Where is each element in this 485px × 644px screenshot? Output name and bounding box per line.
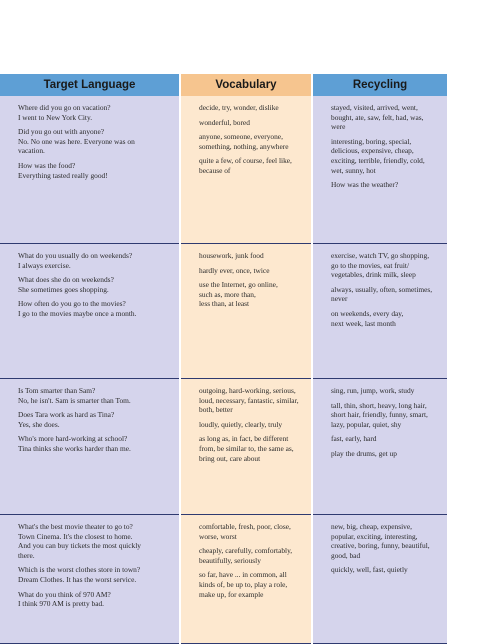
cell-line: as long as, in fact, be different xyxy=(199,434,289,444)
cell-line: loudly, quietly, clearly, truly xyxy=(199,419,283,429)
cell-line: How often do you go to the movies? xyxy=(18,299,126,309)
cell-line: decide, try, wonder, dislike xyxy=(199,103,279,112)
cell-paragraph xyxy=(199,118,305,128)
cell-line: popular, exciting, interesting, xyxy=(331,531,418,541)
table-row xyxy=(0,96,447,244)
cell-paragraph xyxy=(331,449,441,459)
cell-line: so far, have ... in common, all xyxy=(199,570,287,580)
cell-line: exciting, terrible, friendly, cold, xyxy=(331,155,425,165)
cell-line: there. xyxy=(18,550,35,560)
cell-line: beautifully, seriously xyxy=(199,555,261,565)
target-language-cell xyxy=(0,96,180,244)
cell-line: Who's more hard-working at school? xyxy=(18,434,128,444)
cell-paragraph xyxy=(18,299,173,318)
cell-paragraph xyxy=(331,434,441,444)
cell-paragraph xyxy=(331,386,441,396)
cell-line: Tina thinks she works harder than me. xyxy=(18,443,131,453)
cell-line: next week, last month xyxy=(331,318,396,328)
cell-line: interesting, boring, special, xyxy=(331,136,412,146)
cell-line: Does Tara work as hard as Tina? xyxy=(18,410,115,420)
cell-line: housework, junk food xyxy=(199,251,264,260)
cell-line: because of xyxy=(199,165,231,175)
vocabulary-cell xyxy=(180,96,312,244)
cell-line: kinds of, be up to, play a role, xyxy=(199,579,288,589)
cell-line: stayed, visited, arrived, went, xyxy=(331,103,418,112)
cell-line: And you can buy tickets the most quickly xyxy=(18,541,141,551)
cell-paragraph xyxy=(18,565,173,584)
cell-paragraph xyxy=(18,251,173,270)
cell-line: play the drums, get up xyxy=(331,448,397,458)
cell-line: bring out, care about xyxy=(199,453,261,463)
cell-paragraph xyxy=(199,386,305,415)
cell-paragraph xyxy=(331,180,441,190)
cell-line: comfortable, fresh, poor, close, xyxy=(199,522,291,531)
cell-line: less than, at least xyxy=(199,299,250,309)
cell-line: How was the food? xyxy=(18,160,76,170)
cell-line: She sometimes goes shopping. xyxy=(18,284,109,294)
cell-line: bought, ate, saw, felt, had, was, xyxy=(331,112,424,122)
header-recycling: Recycling xyxy=(312,74,447,96)
cell-line: always, usually, often, sometimes, xyxy=(331,284,433,294)
cell-paragraph xyxy=(18,386,173,405)
header-target-language: Target Language xyxy=(0,74,180,96)
cell-line: anyone, someone, everyone, xyxy=(199,132,283,142)
cell-line: wonderful, bored xyxy=(199,117,250,127)
cell-line: hardly ever, once, twice xyxy=(199,265,270,275)
header-row xyxy=(0,74,447,96)
cell-line: No. No one was here. Everyone was on xyxy=(18,136,135,146)
cell-line: vacation. xyxy=(18,146,45,156)
cell-line: Which is the worst clothes store in town? xyxy=(18,565,141,575)
cell-line: worse, worst xyxy=(199,531,237,541)
cell-paragraph xyxy=(199,156,305,175)
cell-paragraph xyxy=(199,103,305,113)
cell-line: wet, sunny, hot xyxy=(331,165,376,175)
cell-paragraph xyxy=(331,103,441,132)
cell-line: I go to the movies maybe once a month. xyxy=(18,308,137,318)
cell-paragraph xyxy=(18,127,173,156)
cell-line: What do you think of 970 AM? xyxy=(18,589,111,599)
cell-line: use the Internet, go online, xyxy=(199,280,278,290)
cell-paragraph xyxy=(18,434,173,453)
recycling-cell xyxy=(312,379,447,515)
cell-line: tall, thin, short, heavy, long hair, xyxy=(331,400,427,410)
header-vocabulary: Vocabulary xyxy=(180,74,312,96)
cell-line: exercise, watch TV, go shopping, xyxy=(331,251,430,260)
cell-line: No, he isn't. Sam is smarter than Tom. xyxy=(18,395,131,405)
cell-paragraph xyxy=(199,280,305,309)
cell-paragraph xyxy=(199,266,305,276)
cell-line: creative, boring, funny, beautiful, xyxy=(331,541,430,551)
cell-paragraph xyxy=(18,275,173,294)
cell-paragraph xyxy=(18,103,173,122)
cell-line: I think 970 AM is pretty bad. xyxy=(18,599,105,609)
cell-line: vegetables, drink milk, sleep xyxy=(331,270,416,280)
cell-line: I went to New York City. xyxy=(18,112,93,122)
cell-paragraph xyxy=(18,590,173,609)
cell-line: fast, early, hard xyxy=(331,434,377,444)
cell-line: What's the best movie theater to go to? xyxy=(18,522,133,531)
cell-paragraph xyxy=(199,546,305,565)
cell-line: I always exercise. xyxy=(18,260,71,270)
target-language-cell xyxy=(0,515,180,644)
table-body xyxy=(0,96,447,644)
cell-line: sing, run, jump, work, study xyxy=(331,386,415,395)
cell-paragraph xyxy=(199,434,305,463)
cell-line: never xyxy=(331,294,348,304)
cell-paragraph xyxy=(18,161,173,180)
cell-line: Where did you go on vacation? xyxy=(18,103,111,112)
recycling-cell xyxy=(312,244,447,379)
cell-line: delicious, expensive, cheap, xyxy=(331,146,414,156)
cell-paragraph xyxy=(199,420,305,430)
cell-paragraph xyxy=(199,251,305,261)
cell-paragraph xyxy=(199,570,305,599)
cell-line: on weekends, every day, xyxy=(331,308,404,318)
recycling-cell xyxy=(312,515,447,644)
cell-line: good, bad xyxy=(331,550,361,560)
target-language-cell xyxy=(0,379,180,515)
table-row xyxy=(0,244,447,379)
target-language-cell xyxy=(0,244,180,379)
cell-paragraph xyxy=(331,251,441,280)
cell-line: What do you usually do on weekends? xyxy=(18,251,133,260)
cell-paragraph xyxy=(199,132,305,151)
cell-line: new, big, cheap, expensive, xyxy=(331,522,412,531)
cell-line: outgoing, hard-working, serious, xyxy=(199,386,296,395)
cell-line: lazy, popular, quiet, shy xyxy=(331,419,402,429)
cell-line: Did you go out with anyone? xyxy=(18,127,105,137)
recycling-cell xyxy=(312,96,447,244)
cell-line: quite a few, of course, feel like, xyxy=(199,156,292,166)
cell-line: Is Tom smarter than Sam? xyxy=(18,386,96,395)
cell-paragraph xyxy=(331,522,441,560)
cell-line: make up, for example xyxy=(199,589,264,599)
table-row xyxy=(0,515,447,644)
vocabulary-cell xyxy=(180,515,312,644)
cell-line: Everything tasted really good! xyxy=(18,170,108,180)
cell-paragraph xyxy=(18,410,173,429)
cell-paragraph xyxy=(331,137,441,175)
cell-paragraph xyxy=(331,285,441,304)
cell-line: short hair, friendly, funny, smart, xyxy=(331,410,428,420)
cell-paragraph xyxy=(199,522,305,541)
cell-line: Dream Clothes. It has the worst service. xyxy=(18,574,137,584)
cell-paragraph xyxy=(331,401,441,430)
cell-line: How was the weather? xyxy=(331,180,399,190)
cell-line: quickly, well, fast, quietly xyxy=(331,565,408,575)
table-row xyxy=(0,379,447,515)
scope-and-sequence-table xyxy=(0,74,447,644)
cell-paragraph xyxy=(18,522,173,560)
cell-line: both, better xyxy=(199,405,233,415)
vocabulary-cell xyxy=(180,379,312,515)
cell-paragraph xyxy=(331,309,441,328)
cell-line: Yes, she does. xyxy=(18,419,60,429)
cell-line: Town Cinema. It's the closest to home. xyxy=(18,531,133,541)
cell-line: What does she do on weekends? xyxy=(18,275,114,285)
cell-line: were xyxy=(331,122,346,132)
cell-line: loud, necessary, fantastic, similar, xyxy=(199,395,299,405)
cell-paragraph xyxy=(331,565,441,575)
cell-line: such as, more than, xyxy=(199,289,256,299)
cell-line: from, be similar to, the same as, xyxy=(199,443,294,453)
vocabulary-cell xyxy=(180,244,312,379)
cell-line: cheaply, carefully, comfortably, xyxy=(199,546,293,556)
cell-line: go to the movies, eat fruit/ xyxy=(331,260,409,270)
cell-line: something, nothing, anywhere xyxy=(199,141,289,151)
